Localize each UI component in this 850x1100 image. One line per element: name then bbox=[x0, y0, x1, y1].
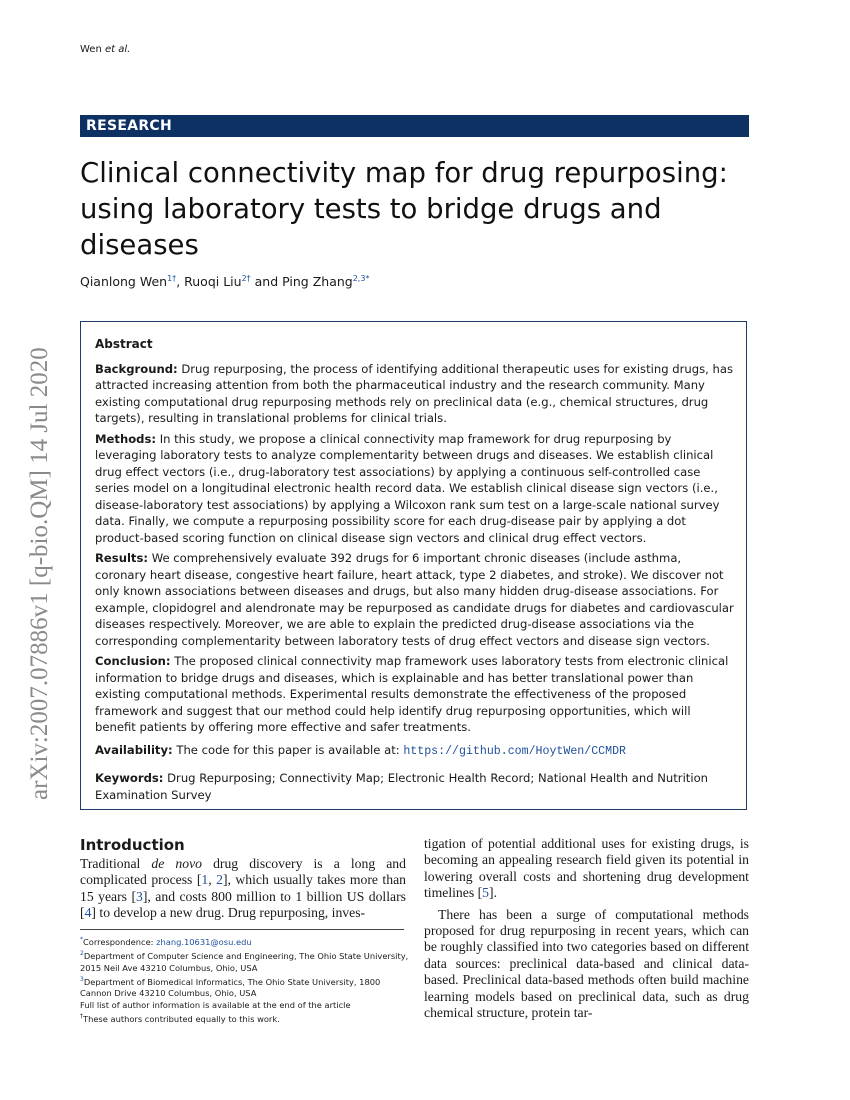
intro-text: ], which usually takes more than 15 years [ bbox=[80, 872, 406, 904]
abstract-availability-text: The code for this paper is available at: bbox=[176, 742, 400, 757]
running-head-author: Wen bbox=[80, 44, 105, 55]
affiliation-3 bbox=[80, 974, 410, 1000]
author-affiliation-mark[interactable]: 2† bbox=[241, 274, 251, 283]
author-affiliation-mark[interactable]: 1† bbox=[167, 274, 177, 283]
abstract-methods bbox=[95, 431, 735, 547]
intro-paragraph-1 bbox=[80, 856, 406, 922]
intro-text: ], and costs 800 million to 1 billion US dollars [ bbox=[80, 888, 406, 921]
body-column-right bbox=[424, 836, 749, 1021]
abstract-availability bbox=[95, 742, 735, 761]
intro-text: tigation of potential additional uses for existing drugs, is becoming an appealing research field given its potential in lowering overall costs and shortening drug development timelines [ bbox=[424, 836, 749, 901]
abstract-background-label: Background: bbox=[95, 361, 178, 376]
affiliation-2 bbox=[80, 948, 410, 974]
abstract-results bbox=[95, 550, 735, 649]
author-separator: and bbox=[250, 274, 283, 290]
body-column-left bbox=[80, 836, 406, 922]
running-head bbox=[80, 44, 130, 55]
code-repository-link[interactable]: https://github.com/HoytWen/CCMDR bbox=[403, 744, 626, 758]
abstract-keywords-label: Keywords: bbox=[95, 771, 164, 785]
abstract-box bbox=[80, 321, 747, 810]
abstract-background bbox=[95, 361, 735, 427]
author-list bbox=[80, 274, 369, 289]
intro-text: ]. bbox=[489, 885, 497, 901]
author-name: Qianlong Wen bbox=[80, 274, 168, 290]
equal-contribution-note: †These authors contributed equally to this work. bbox=[80, 1013, 280, 1025]
author-name: Ruoqi Liu bbox=[184, 274, 242, 290]
section-label: RESEARCH bbox=[86, 118, 172, 134]
author-affiliation-mark[interactable]: 2,3* bbox=[352, 274, 370, 283]
citation-link[interactable]: 4 bbox=[84, 905, 92, 921]
intro-text: ] to develop a new drug. Drug repurposing, inves- bbox=[91, 905, 366, 921]
abstract-background-text: Drug repurposing, the process of identifying additional therapeutic uses for existing drugs, has attracted increasing attention from both the pharmaceutical industry and the research community. Many existing computational drug repurposing methods rely on preclinical data (e.g., chemical structures, drug targets), resulting in translational problems for clinical trials. bbox=[95, 361, 733, 425]
intro-text: Traditional bbox=[80, 856, 152, 871]
footnotes bbox=[80, 934, 410, 1026]
abstract-conclusion-text: The proposed clinical connectivity map framework uses laboratory tests from electronic clinical information to bridge drugs and diseases, which is explainable and has better translational power than existing computational methods. Experimental results demonstrate the effectiveness of the proposed framework and suggest that our method could help identify drug repurposing opportunities, which will benefit patients by offering more effective and safer treatments. bbox=[95, 654, 729, 734]
abstract-content bbox=[95, 336, 735, 807]
intro-paragraph-1-continued bbox=[424, 836, 749, 902]
abstract-keywords bbox=[95, 770, 735, 803]
abstract-conclusion-label: Conclusion: bbox=[95, 654, 171, 668]
paper-title: Clinical connectivity map for drug repurposing: using laboratory tests to bridge drugs and diseases bbox=[80, 157, 728, 261]
running-head-etal: et al. bbox=[104, 44, 131, 55]
abstract-keywords-text: Drug Repurposing; Connectivity Map; Electronic Health Record; National Health and Nutrition Examination Survey bbox=[95, 771, 709, 802]
affiliation-mark: 3 bbox=[80, 976, 84, 984]
abstract-methods-label: Methods: bbox=[95, 431, 156, 446]
intro-text-italic: de novo bbox=[151, 856, 202, 871]
citation-link[interactable]: 5 bbox=[482, 885, 490, 901]
abstract-results-label: Results: bbox=[95, 551, 148, 565]
affiliation-mark: 2 bbox=[80, 950, 84, 958]
introduction-heading: Introduction bbox=[80, 836, 185, 854]
footnote-divider bbox=[80, 929, 404, 930]
abstract-methods-text: In this study, we propose a clinical connectivity map framework for drug repurposing by leveraging laboratory tests to analyze complementarity between drugs and diseases. We establish clinical drug effect vectors (i.e., drug-laboratory test associations) by applying a continuous self-controlled case series model on a longitudinal electronic health record data. We establish clinical disease sign vectors (i.e., disease-laboratory test associations) by applying a Wilcoxon rank sum test on a large-scale national survey data. Finally, we compute a repurposing possibility score for each drug-disease pair by applying a dot product-based scoring function on clinical disease sign vectors and clinical drug effect vectors. bbox=[95, 431, 720, 545]
author-name: Ping Zhang bbox=[282, 274, 353, 290]
affiliation-text: Department of Biomedical Informatics, The Ohio State University, 1800 Cannon Drive 43210 Columbus, Ohio, USA bbox=[80, 976, 381, 999]
abstract-availability-label: Availability: bbox=[95, 742, 173, 757]
citation-link[interactable]: 3 bbox=[136, 888, 143, 904]
author-separator: , bbox=[176, 274, 185, 290]
affiliation-text: Department of Computer Science and Engineering, The Ohio State University, 2015 Neil Ave 43210 Columbus, Ohio, USA bbox=[80, 951, 409, 973]
intro-text: drug discovery is a long and complicated process [ bbox=[80, 856, 406, 888]
intro-text: , bbox=[208, 872, 217, 888]
intro-paragraph-2: There has been a surge of computational methods proposed for drug repurposing in recent years, which can be roughly classified into two categories based on different data sources: preclinical data-based and clinical data-based. Preclinical data-based methods often build machine learning models based on preclinical data, such as drug chemical structure, protein tar- bbox=[424, 906, 749, 1021]
citation-link[interactable]: 2 bbox=[216, 872, 223, 888]
author-info-note: Full list of author information is available at the end of the article bbox=[80, 999, 351, 1010]
correspondence-email-link[interactable]: zhang.10631@osu.edu bbox=[156, 936, 252, 947]
citation-link[interactable]: 1 bbox=[201, 872, 209, 888]
section-bar bbox=[80, 115, 749, 137]
equal-contribution-text: These authors contributed equally to this work. bbox=[83, 1014, 280, 1025]
abstract-conclusion bbox=[95, 653, 735, 736]
abstract-results-text: We comprehensively evaluate 392 drugs for 6 important chronic diseases (include asthma, coronary heart disease, congestive heart failure, heart attack, type 2 diabetes, and stroke). We discover not only known associations between diseases and drugs, but also many hidden drug-disease associations. For example, clopidogrel and alendronate may be repurposed as candidate drugs for diabetes and cardiovascular diseases respectively. Moreover, we are able to explain the predicted drug-disease associations via the corresponding complementarity between laboratory tests of drug effect vectors and disease sign vectors. bbox=[95, 551, 734, 648]
arxiv-stamp[interactable]: arXiv:2007.07886v1 [q-bio.QM] 14 Jul 2020 bbox=[26, 347, 53, 800]
abstract-heading: Abstract bbox=[95, 337, 153, 351]
correspondence-label: Correspondence: bbox=[83, 936, 157, 947]
correspondence-note: *Correspondence: zhang.10631@osu.edu bbox=[80, 936, 252, 947]
